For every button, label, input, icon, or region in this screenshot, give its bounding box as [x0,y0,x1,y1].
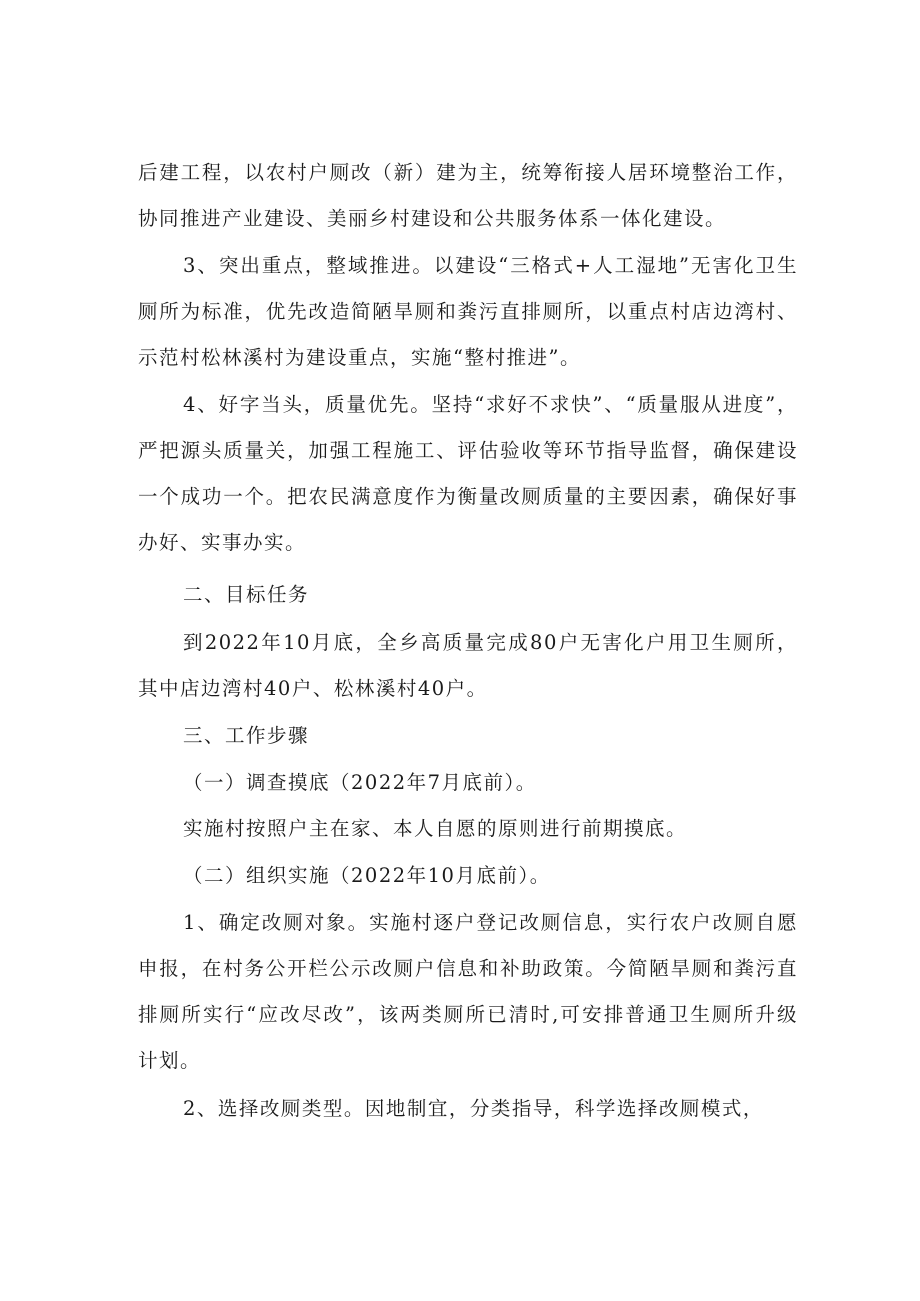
paragraph-step-2: 2、选择改厕类型。因地制宜，分类指导，科学选择改厕模式， [183,1097,764,1120]
paragraph-point-4: 4、好字当头，质量优先。坚持“求好不求快”、“质量服从进度”，严把源头质量关，加强工程施工、评估验收等环节指导监督，确保建设一个成功一个。把农民满意度作为衡量改厕质量的主要因素，确保好事办好、实事办实。 [138,393,798,554]
paragraph-continuation: 后建工程，以农村户厕改（新）建为主，统筹衔接人居环境整治工作，协同推进产业建设、美丽乡村建设和公共服务体系一体化建设。 [138,161,798,230]
section-heading-targets: 二、目标任务 [183,583,310,606]
subheading-survey: （一）调查摸底（2022年7月底前）。 [183,771,537,794]
paragraph-point-3: 3、突出重点，整域推进。以建设“三格式+人工湿地”无害化卫生厕所为标准，优先改造简陋旱厕和粪污直排厕所，以重点村店边湾村、示范村松林溪村为建设重点，实施“整村推进”。 [138,254,798,369]
paragraph-survey: 实施村按照户主在家、本人自愿的原则进行前期摸底。 [183,817,688,840]
paragraph-step-1: 1、确定改厕对象。实施村逐户登记改厕信息，实行农户改厕自愿申报，在村务公开栏公示改厕户信息和补助政策。今简陋旱厕和粪污直排厕所实行“应改尽改”，该两类厕所已清时,可安排普通卫生厕所升级计划。 [138,911,798,1072]
section-heading-steps: 三、工作步骤 [183,724,310,747]
paragraph-targets: 到2022年10月底，全乡高质量完成80户无害化户用卫生厕所，其中店边湾村40户、松林溪村40户。 [138,631,798,700]
subheading-implementation: （二）组织实施（2022年10月底前）。 [183,864,551,887]
